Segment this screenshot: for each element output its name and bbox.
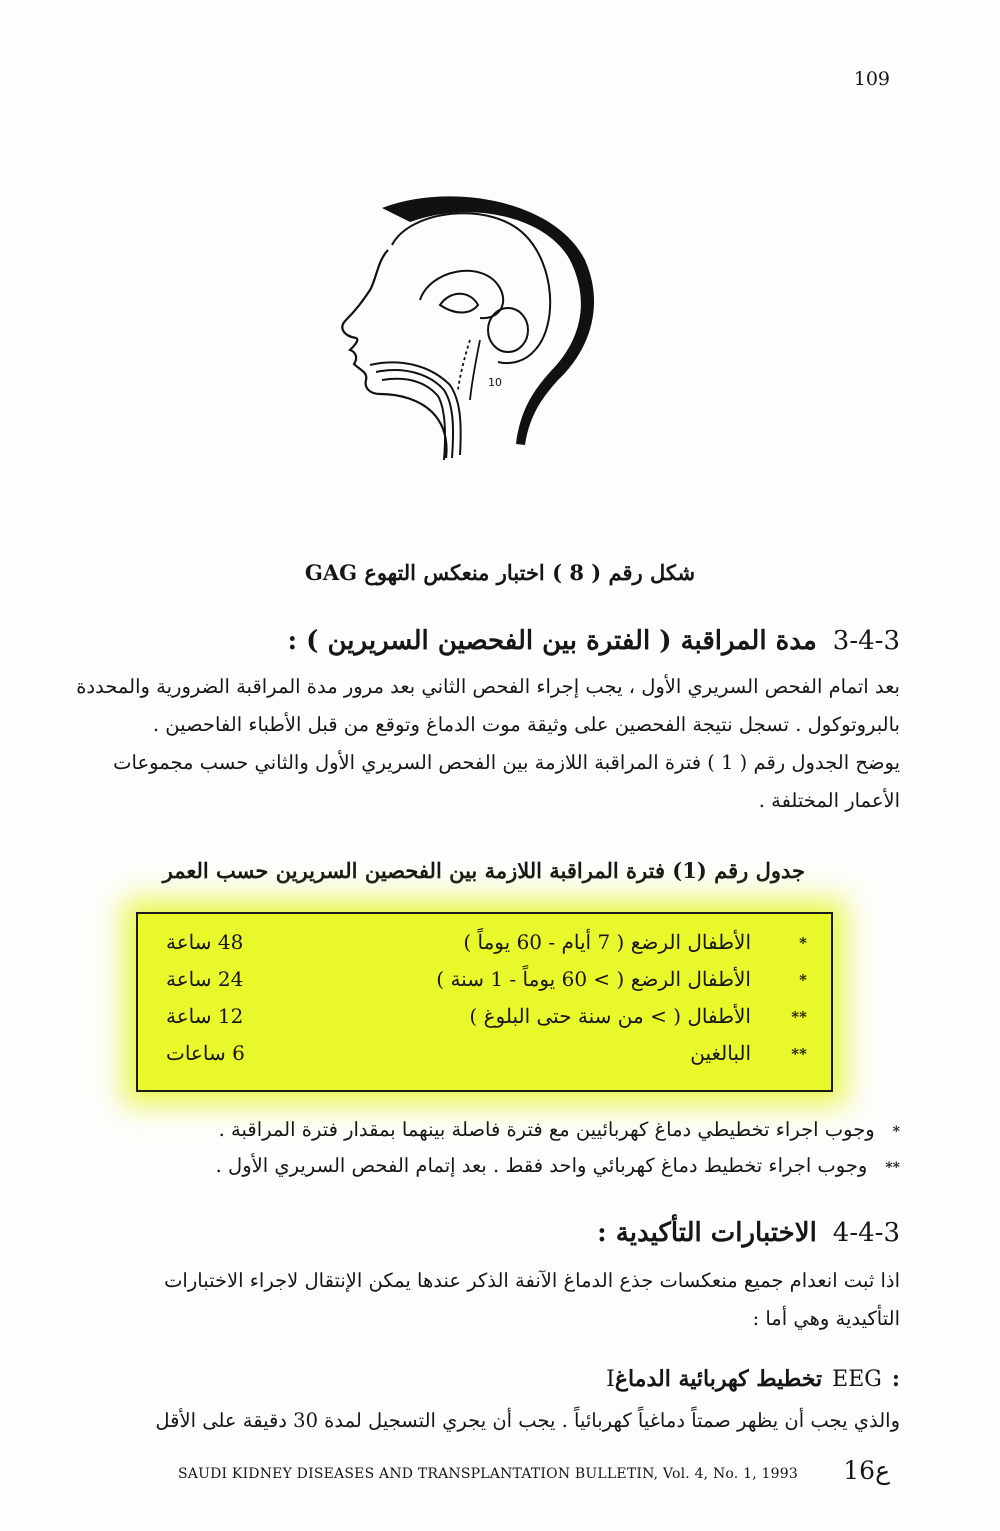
paragraph-line: بعد اتمام الفحص السريري الأول ، يجب إجراء الفحص الثاني بعد مرور مدة المراقبة الضرورية والمحددة xyxy=(76,675,900,698)
note-text: وجوب اجراء تخطيطي دماغ كهربائيين مع فترة فاصلة بينهما بمقدار فترة المراقبة . xyxy=(218,1118,875,1141)
section-heading-3-4-3 xyxy=(287,626,900,656)
figure-label-10: 10 xyxy=(488,376,502,389)
note-marker: ** xyxy=(885,1160,900,1176)
duration: 24 ساعة xyxy=(166,967,244,991)
face-profile xyxy=(342,250,446,458)
note-marker: * xyxy=(892,1124,900,1140)
duration: 48 ساعة xyxy=(166,930,244,954)
head-outline-hair xyxy=(382,196,594,445)
age-group: الأطفال الرضع ( > 60 يوماً - 1 سنة ) xyxy=(436,967,751,991)
subsection-title: تخطيط كهربائية الدماغ xyxy=(614,1366,823,1392)
section-heading-4-4-3 xyxy=(597,1218,900,1248)
table-row xyxy=(138,1041,831,1077)
paragraph-line: اذا ثبت انعدام جميع منعكسات جذع الدماغ الآنفة الذكر عندها يمكن الإنتقال لاجراء الاختبارات xyxy=(164,1269,900,1292)
table-note xyxy=(219,1118,900,1141)
note-text: وجوب اجراء تخطيط دماغ كهربائي واحد فقط . بعد إتمام الفحص السريري الأول . xyxy=(215,1154,868,1177)
subsection-heading-eeg xyxy=(584,1366,900,1392)
table-note xyxy=(216,1154,900,1177)
age-group: البالغين xyxy=(690,1041,751,1065)
observation-period-table xyxy=(136,912,833,1092)
section-number: 4-4-3 xyxy=(832,1218,900,1248)
section-title: الاختبارات التأكيدية : xyxy=(597,1218,817,1248)
table-row xyxy=(138,930,831,966)
paragraph-line: يوضح الجدول رقم ( 1 ) فترة المراقبة اللازمة بين الفحص السريري الأول والثاني حسب مجموعات xyxy=(113,751,900,774)
section-paragraph-4-4-3 xyxy=(40,1262,900,1338)
paragraph-line: الأعمار المختلفة . xyxy=(758,789,900,812)
journal-footer: SAUDI KIDNEY DISEASES AND TRANSPLANTATION BULLETIN, Vol. 4, No. 1, 1993 xyxy=(178,1466,798,1482)
row-marker: ** xyxy=(791,1045,807,1063)
paragraph-line: بالبروتوكول . تسجل نتيجة الفحصين على وثيقة موت الدماغ وتوقع من قبل الأطباء الفاحصين . xyxy=(152,713,900,736)
subsection-colon: : xyxy=(891,1366,900,1392)
section-paragraph-3-4-3 xyxy=(40,668,900,820)
section-title: مدة المراقبة ( الفترة بين الفحصين السريرين ) : xyxy=(287,626,817,656)
table-title: جدول رقم (1) فترة المراقبة اللازمة بين الفحصين السريرين حسب العمر xyxy=(162,858,805,883)
duration: 12 ساعة xyxy=(166,1004,244,1028)
age-group: الأطفال ( > من سنة حتى البلوغ ) xyxy=(469,1004,751,1028)
row-marker: * xyxy=(799,971,807,989)
paragraph-line: والذي يجب أن يظهر صمتاً دماغياً كهربائياً . يجب أن يجري التسجيل لمدة 30 دقيقة على الأقل xyxy=(155,1409,900,1432)
duration: 6 ساعات xyxy=(166,1041,245,1065)
page-number: 109 xyxy=(853,68,890,90)
subsection-abbr: EEG xyxy=(832,1367,882,1392)
age-group: الأطفال الرضع ( 7 أيام - 60 يوماً ) xyxy=(463,930,751,954)
paragraph-line: التأكيدية وهي أما : xyxy=(752,1307,900,1330)
subsection-paragraph xyxy=(40,1402,900,1440)
table-row xyxy=(138,1004,831,1040)
gag-reflex-illustration xyxy=(320,190,620,470)
footer-page-number: 16ع xyxy=(843,1456,890,1485)
table-row xyxy=(138,967,831,1003)
row-marker: ** xyxy=(791,1008,807,1026)
row-marker: * xyxy=(799,934,807,952)
section-number: 3-4-3 xyxy=(832,626,900,656)
figure-caption: شكل رقم ( 8 ) اختبار منعكس التهوع GAG xyxy=(304,560,696,585)
subsection-number: I xyxy=(606,1367,615,1392)
